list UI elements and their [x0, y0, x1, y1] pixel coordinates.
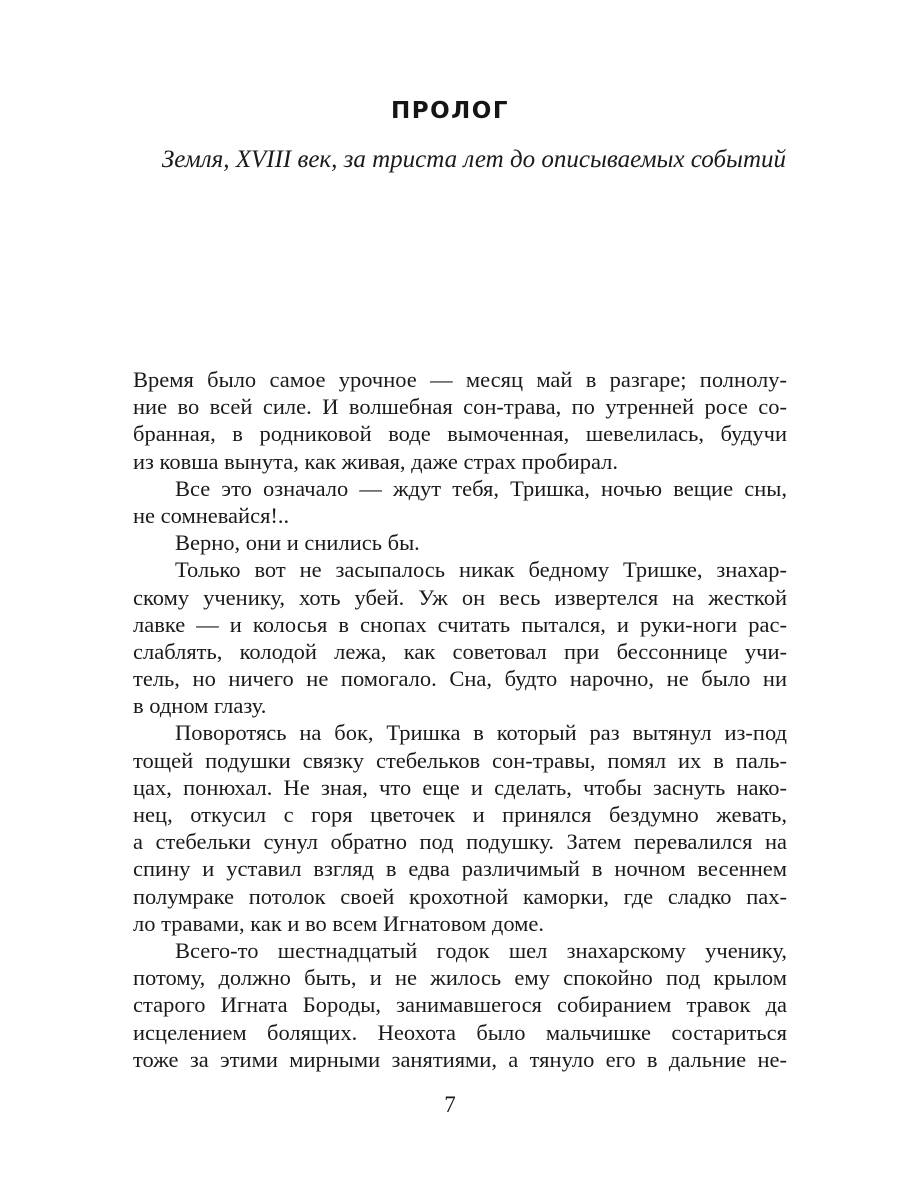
- text-line: ло травами, как и во всем Игнатовом доме.: [133, 910, 545, 936]
- text-line: тель, но ничего не помогало. Сна, будто нарочно, не было ни: [133, 666, 787, 692]
- text-line: нец, откусил с горя цветочек и принялся бездумно жевать,: [133, 802, 787, 827]
- text-line: из ковша вынута, как живая, даже страх пробирал.: [133, 448, 618, 474]
- text-line: старого Игната Бороды, занимавшегося собиранием травок да: [133, 992, 787, 1018]
- page-number: 7: [444, 1092, 456, 1117]
- text-line: спину и уставил взгляд в едва различимый в ночном весеннем: [133, 856, 787, 882]
- text-line: а стебельки сунул обратно под подушку. Затем перевалился на: [133, 829, 787, 855]
- text-line: скому ученику, хоть убей. Уж он весь извертелся на жесткой: [133, 584, 787, 610]
- text-line: тощей подушки связку стебельков сон-травы, помял их в паль-: [133, 747, 787, 773]
- text-line: слаблять, колодой лежа, как советовал при бессоннице учи-: [133, 638, 787, 664]
- text-line: тоже за этими мирными занятиями, а тянуло его в дальние не-: [133, 1046, 787, 1072]
- text-line: цах, понюхал. Не зная, что еще и сделать, чтобы заснуть нако-: [133, 774, 787, 800]
- text-line: Верно, они и снились бы.: [175, 530, 420, 556]
- body-text: [133, 366, 787, 1073]
- text-line: Время было самое урочное — месяц май в разгаре; полнолу-: [133, 367, 787, 392]
- text-line: исцелением болящих. Неохота было мальчишке состариться: [133, 1019, 787, 1045]
- text-line: Только вот не засыпалось никак бедному Тришке, знахар-: [175, 557, 787, 583]
- chapter-title: ПРОЛОГ: [391, 98, 509, 124]
- text-line: потому, должно быть, и не жилось ему спокойно под крылом: [133, 965, 787, 991]
- text-line: Всего-то шестнадцатый годок шел знахарскому ученику,: [175, 937, 787, 963]
- text-line: в одном глазу.: [133, 693, 267, 719]
- text-line: полумраке потолок своей крохотной каморки, где сладко пах-: [133, 883, 787, 909]
- text-line: Все это означало — ждут тебя, Тришка, ночью вещие сны,: [175, 475, 787, 501]
- text-line: ние во всей силе. И волшебная сон-трава, по утренней росе со-: [133, 394, 787, 420]
- text-line: Поворотясь на бок, Тришка в который раз вытянул из-под: [175, 720, 787, 746]
- text-line: лавке — и колосья в снопах считать пытался, и руки-ноги рас-: [133, 611, 787, 637]
- text-line: не сомневайся!..: [133, 502, 290, 528]
- text-line: бранная, в родниковой воде вымоченная, шевелилась, будучи: [133, 421, 787, 447]
- chapter-subtitle: Земля, XVIII век, за триста лет до описываемых событий: [161, 146, 786, 173]
